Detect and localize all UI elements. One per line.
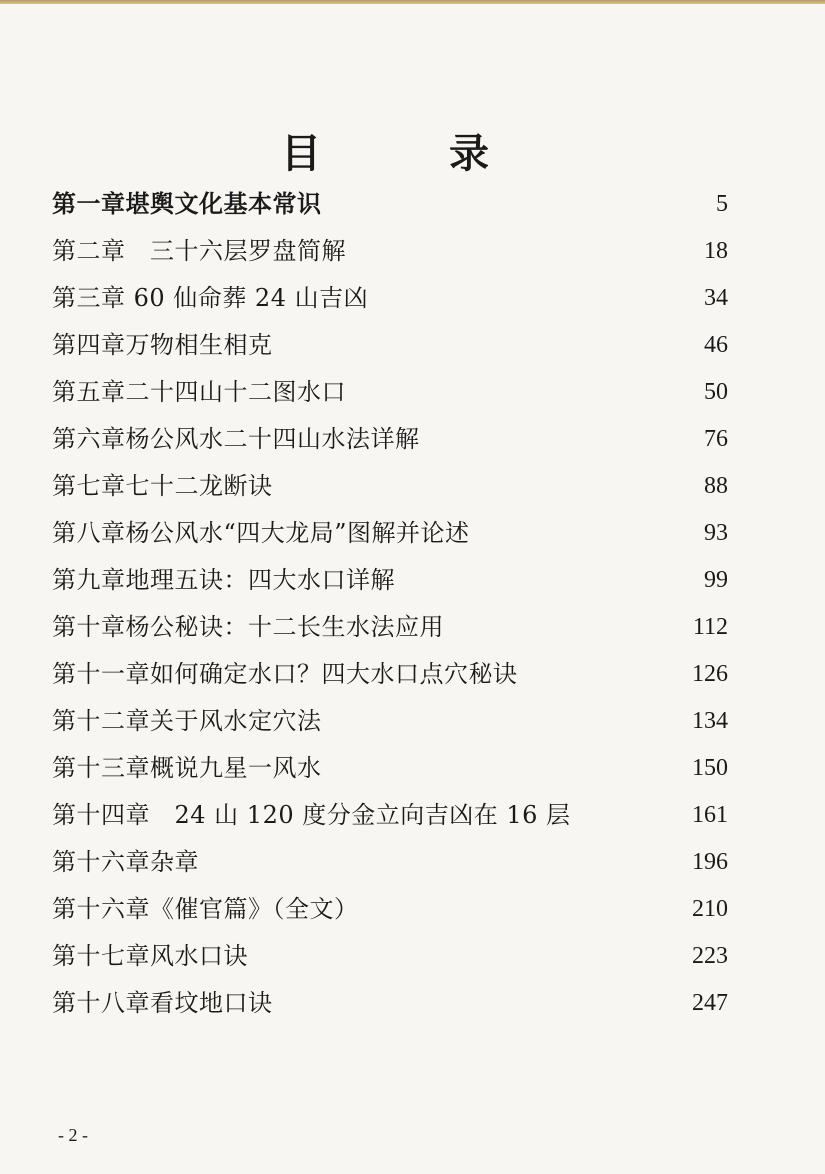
toc-entry-title: 第八章杨公风水“四大龙局”图解并论述: [52, 518, 470, 547]
toc-entry-title: 第十四章 24 山 120 度分金立向吉凶在 16 层: [52, 800, 571, 829]
toc-entry[interactable]: [52, 415, 728, 462]
toc-entry-title: 第三章 60 仙命葬 24 山吉凶: [52, 283, 369, 312]
toc-entry-page: 223: [692, 942, 728, 969]
toc-entry[interactable]: [52, 462, 728, 509]
toc-entry[interactable]: [52, 932, 728, 979]
toc-entry-page: 93: [704, 519, 728, 546]
toc-entry-title: 第十六章杂章: [52, 847, 199, 876]
toc-entry[interactable]: [52, 791, 728, 838]
toc-entry-title: 第六章杨公风水二十四山水法详解: [52, 424, 420, 453]
toc-entry-page: 150: [692, 754, 728, 781]
toc-entry-page: 50: [704, 378, 728, 405]
toc-entry[interactable]: [52, 603, 728, 650]
toc-entry-page: 196: [692, 848, 728, 875]
toc-entry-title: 第十章杨公秘诀：十二长生水法应用: [52, 612, 444, 641]
page-title: 目 录: [281, 131, 533, 177]
toc-entry[interactable]: [52, 744, 728, 791]
table-of-contents: [52, 180, 728, 1026]
page-number: - 2 -: [58, 1125, 88, 1145]
toc-entry-title: 第十六章《催官篇》（全文）: [52, 894, 359, 923]
toc-entry[interactable]: [52, 556, 728, 603]
toc-entry-page: 99: [704, 566, 728, 593]
toc-entry[interactable]: [52, 979, 728, 1026]
toc-entry-page: 76: [704, 425, 728, 452]
toc-entry-title: 第四章万物相生相克: [52, 330, 273, 359]
toc-entry[interactable]: [52, 509, 728, 556]
toc-entry-page: 18: [704, 237, 728, 264]
toc-entry[interactable]: [52, 697, 728, 744]
toc-entry-page: 247: [692, 989, 728, 1016]
toc-entry-page: 46: [704, 331, 728, 358]
toc-entry-title: 第七章七十二龙断诀: [52, 471, 273, 500]
toc-entry[interactable]: [52, 885, 728, 932]
toc-entry[interactable]: [52, 180, 728, 227]
toc-entry-page: 5: [716, 190, 728, 217]
toc-entry-page: 134: [692, 707, 728, 734]
toc-entry-title: 第十三章概说九星一风水: [52, 753, 322, 782]
toc-entry[interactable]: [52, 274, 728, 321]
toc-entry[interactable]: [52, 838, 728, 885]
toc-entry-title: 第九章地理五诀：四大水口详解: [52, 565, 395, 594]
toc-entry-page: 88: [704, 472, 728, 499]
toc-entry-page: 161: [692, 801, 728, 828]
toc-entry-title: 第十一章如何确定水口？四大水口点穴秘诀: [52, 659, 518, 688]
toc-entry-page: 210: [692, 895, 728, 922]
toc-entry[interactable]: [52, 227, 728, 274]
toc-entry-title: 第十二章关于风水定穴法: [52, 706, 322, 735]
toc-entry-page: 112: [692, 613, 728, 640]
toc-entry[interactable]: [52, 650, 728, 697]
toc-entry[interactable]: [52, 321, 728, 368]
toc-entry[interactable]: [52, 368, 728, 415]
toc-entry-page: 126: [692, 660, 728, 687]
toc-entry-title: 第五章二十四山十二图水口: [52, 377, 346, 406]
toc-entry-title: 第一章堪舆文化基本常识: [52, 189, 322, 218]
toc-entry-title: 第二章 三十六层罗盘简解: [52, 236, 346, 265]
toc-entry-page: 34: [704, 284, 728, 311]
toc-entry-title: 第十八章看坟地口诀: [52, 988, 273, 1017]
toc-entry-title: 第十七章风水口诀: [52, 941, 248, 970]
